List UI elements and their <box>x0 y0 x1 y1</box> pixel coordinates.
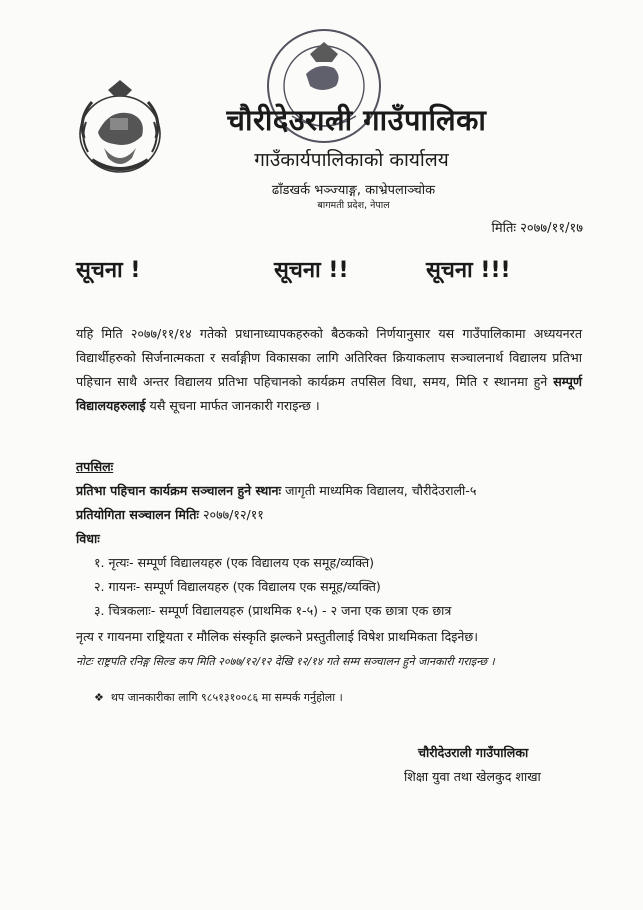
list-item: १. नृत्यः- सम्पूर्ण विद्यालयहरु (एक विद्यालय एक समूह/व्यक्ति) <box>94 555 375 570</box>
list-item: ३. चित्रकलाः- सम्पूर्ण विद्यालयहरु (प्राथमिक १-५) - २ जना एक छात्रा एक छात्र <box>94 603 452 618</box>
municipality-title: चौरीदेउराली गाउँपालिका <box>226 103 487 137</box>
notice-heading-1: सूचना ! <box>76 258 141 283</box>
notice-body: यहि मिति २०७७/११/१४ गतेको प्रधानाध्यापकहरुको बैठकको निर्णयानुसार यस गाउँपालिकामा अध्ययनरत विद्यार्थीहरुको सिर्जनात्मकता र सर्वाङ्गीण विकासका लागि अतिरिक्त क्रियाकलाप सञ्चालनार्थ विद्यालय प्रतिभा पहिचान साथै अन्तर विद्यालय प्रतिभा पहिचानको कार्यक्रम तपसिल विधा, समय, मिति र स्थानमा हुने सम्पूर्ण विद्यालयहरुलाई यसै सूचना मार्फत जानकारी गराइन्छ । <box>76 326 582 413</box>
office-address: ढाँडखर्क भञ्ज्याङ्ग, काभ्रेपलाञ्चोक <box>271 183 436 198</box>
venue-line: प्रतिभा पहिचान कार्यक्रम सञ्चालन हुने स्थानः जागृती माध्यमिक विद्यालय, चौरीदेउराली-५ <box>76 483 477 498</box>
more-info-line: ❖ थप जानकारीका लागि ९८५१३१००८६ मा सम्पर्क गर्नुहोला । <box>94 691 343 704</box>
list-item: २. गायनः- सम्पूर्ण विद्यालयहरु (एक विद्यालय एक समूह/व्यक्ति) <box>94 579 381 594</box>
issue-date: मितिः २०७७/११/१७ <box>491 221 583 236</box>
signature-branch: शिक्षा युवा तथा खेलकुद शाखा <box>404 769 541 784</box>
competition-date-line: प्रतियोगिता सञ्चालन मितिः २०७७/१२/११ <box>76 507 264 522</box>
notice-heading-2: सूचना !! <box>274 258 349 283</box>
priority-line: नृत्य र गायनमा राष्ट्रियता र मौलिक संस्कृति झल्कने प्रस्तुतीलाई विषेश प्राथमिकता दिइनेछ। <box>76 629 479 644</box>
tapasil-label: तपसिलः <box>76 459 114 474</box>
diamond-bullet-icon: ❖ <box>94 691 104 704</box>
province-line: बागमती प्रदेश, नेपाल <box>317 200 390 211</box>
note-text: नोटः राष्ट्रपति रनिङ्ग सिल्ड कप मिति २०७७/१२/१२ देखि १२/१४ गते सम्म सञ्चालन हुने जानकारी गराइन्छ । <box>76 655 495 668</box>
notice-heading-3: सूचना !!! <box>426 258 511 283</box>
signature-org: चौरीदेउराली गाउँपालिका <box>418 745 529 760</box>
vidha-label: विधाः <box>76 531 100 546</box>
office-name: गाउँकार्यपालिकाको कार्यालय <box>254 149 449 171</box>
